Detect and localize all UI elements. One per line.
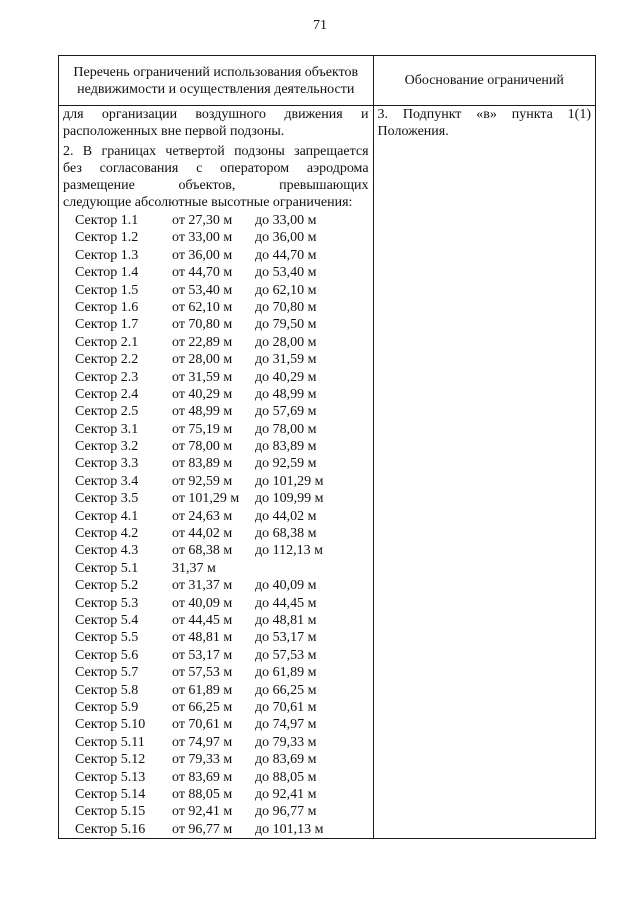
sector-name: Сектор 5.6 xyxy=(75,647,139,663)
sector-to: до 70,61 м xyxy=(255,699,317,715)
sector-row xyxy=(75,803,369,820)
sector-from: от 28,00 м xyxy=(172,352,233,368)
sector-from: от 24,63 м xyxy=(172,508,233,524)
sector-name: Сектор 2.1 xyxy=(75,334,139,350)
sector-name: Сектор 1.4 xyxy=(75,265,139,281)
sector-to: до 79,33 м xyxy=(255,734,317,750)
sector-to: до 92,59 м xyxy=(255,456,317,472)
sector-from: от 101,29 м xyxy=(172,491,240,507)
sector-to: до 101,13 м xyxy=(255,821,324,837)
sector-to: до 92,41 м xyxy=(255,786,317,802)
sector-from: от 57,53 м xyxy=(172,665,233,681)
sector-from: от 40,09 м xyxy=(172,595,233,611)
sector-row xyxy=(75,438,369,455)
sector-to: до 61,89 м xyxy=(255,665,317,681)
sector-list xyxy=(75,212,369,838)
sector-name: Сектор 1.1 xyxy=(75,213,139,228)
sector-row xyxy=(75,386,369,403)
sector-to: до 53,17 м xyxy=(255,630,317,646)
sector-name: Сектор 2.2 xyxy=(75,352,139,368)
continuation-line: расположенных вне первой подзоны. xyxy=(63,124,285,139)
sector-name: Сектор 4.3 xyxy=(75,543,139,559)
restrictions-table xyxy=(58,55,596,839)
sector-to: до 40,29 м xyxy=(255,369,317,385)
sector-row xyxy=(75,473,369,490)
sector-row xyxy=(75,664,369,681)
sector-from: от 53,17 м xyxy=(172,647,233,663)
sector-name: Сектор 3.5 xyxy=(75,491,139,507)
sector-name: Сектор 5.13 xyxy=(75,769,146,785)
sector-to: до 78,00 м xyxy=(255,421,317,437)
sector-name: Сектор 2.4 xyxy=(75,386,139,402)
sector-row xyxy=(75,629,369,646)
sector-from: от 48,81 м xyxy=(172,630,233,646)
sector-name: Сектор 1.3 xyxy=(75,247,139,263)
sector-name: Сектор 2.5 xyxy=(75,404,139,420)
sector-row xyxy=(75,769,369,786)
item-2-line: следующие абсолютные высотные ограничения: xyxy=(63,195,353,210)
sector-from: от 83,69 м xyxy=(172,769,233,785)
sector-name: Сектор 1.6 xyxy=(75,299,139,315)
sector-to: до 31,59 м xyxy=(255,352,317,368)
sector-name: Сектор 5.14 xyxy=(75,786,146,802)
sector-name: Сектор 3.4 xyxy=(75,473,139,489)
sector-from: от 48,99 м xyxy=(172,404,233,420)
sector-from: от 31,59 м xyxy=(172,369,233,385)
sector-row xyxy=(75,490,369,507)
sector-row xyxy=(75,751,369,768)
sector-from: от 44,45 м xyxy=(172,612,233,628)
sector-row xyxy=(75,229,369,246)
sector-to: до 83,69 м xyxy=(255,752,317,768)
sector-name: Сектор 5.10 xyxy=(75,717,146,733)
sector-from: от 88,05 м xyxy=(172,786,233,802)
sector-to: до 48,81 м xyxy=(255,612,317,628)
sector-to: до 109,99 м xyxy=(255,491,324,507)
sector-from: от 61,89 м xyxy=(172,682,233,698)
sector-from: от 74,97 м xyxy=(172,734,233,750)
sector-name: Сектор 5.8 xyxy=(75,682,139,698)
sector-from: 31,37 м xyxy=(172,560,216,576)
page-number: 71 xyxy=(313,18,327,33)
sector-row xyxy=(75,247,369,264)
sector-to: до 57,53 м xyxy=(255,647,317,663)
basis-cell xyxy=(373,106,595,839)
sector-to: до 112,13 м xyxy=(255,543,323,559)
sector-row xyxy=(75,734,369,751)
sector-name: Сектор 3.1 xyxy=(75,421,139,437)
sector-to: до 33,00 м xyxy=(255,213,317,228)
header-restrictions-list: Перечень ограничений использования объектов недвижимости и осуществления деятельности xyxy=(59,56,374,106)
sector-from: от 92,41 м xyxy=(172,804,233,820)
sector-to: до 68,38 м xyxy=(255,526,317,542)
sector-from: от 70,80 м xyxy=(172,317,233,333)
sector-row xyxy=(75,560,369,577)
sector-row xyxy=(75,299,369,316)
sector-from: от 83,89 м xyxy=(172,456,233,472)
item-2-line: 2. В границах четвертой подзоны запрещается xyxy=(63,144,369,159)
header-basis: Обоснование ограничений xyxy=(373,56,595,106)
restrictions-cell xyxy=(59,106,374,839)
sector-from: от 78,00 м xyxy=(172,439,233,455)
sector-from: от 96,77 м xyxy=(172,821,233,837)
sector-row xyxy=(75,403,369,420)
sector-name: Сектор 5.4 xyxy=(75,612,139,628)
sector-from: от 44,70 м xyxy=(172,265,233,281)
sector-to: до 62,10 м xyxy=(255,282,317,298)
sector-row xyxy=(75,647,369,664)
item-2-line: размещение объектов, превышающих xyxy=(63,178,369,193)
sector-to: до 96,77 м xyxy=(255,804,317,820)
sector-name: Сектор 3.3 xyxy=(75,456,139,472)
sector-row xyxy=(75,421,369,438)
sector-row xyxy=(75,316,369,333)
sector-name: Сектор 2.3 xyxy=(75,369,139,385)
sector-from: от 70,61 м xyxy=(172,717,233,733)
sector-to: до 66,25 м xyxy=(255,682,317,698)
sector-row xyxy=(75,351,369,368)
sector-name: Сектор 5.7 xyxy=(75,665,139,681)
sector-name: Сектор 1.7 xyxy=(75,317,139,333)
sector-name: Сектор 1.2 xyxy=(75,230,139,246)
sector-to: до 57,69 м xyxy=(255,404,317,420)
sector-to: до 79,50 м xyxy=(255,317,317,333)
sector-to: до 44,45 м xyxy=(255,595,317,611)
sector-row xyxy=(75,716,369,733)
sector-name: Сектор 3.2 xyxy=(75,439,139,455)
sector-from: от 40,29 м xyxy=(172,386,233,402)
sector-to: до 83,89 м xyxy=(255,439,317,455)
sector-to: до 40,09 м xyxy=(255,578,317,594)
sector-from: от 33,00 м xyxy=(172,230,233,246)
sector-from: от 36,00 м xyxy=(172,247,233,263)
basis-line: 3. Подпункт «в» пункта 1(1) xyxy=(377,107,591,122)
sector-to: до 36,00 м xyxy=(255,230,317,246)
sector-to: до 48,99 м xyxy=(255,386,317,402)
table-row xyxy=(59,106,596,839)
sector-to: до 44,70 м xyxy=(255,247,317,263)
sector-to: до 28,00 м xyxy=(255,334,317,350)
sector-name: Сектор 5.5 xyxy=(75,630,139,646)
continuation-line: для организации воздушного движения и xyxy=(63,107,369,122)
sector-from: от 66,25 м xyxy=(172,699,233,715)
sector-from: от 31,37 м xyxy=(172,578,233,594)
sector-name: Сектор 5.3 xyxy=(75,595,139,611)
sector-row xyxy=(75,508,369,525)
sector-row xyxy=(75,786,369,803)
sector-name: Сектор 5.11 xyxy=(75,734,145,750)
item-2-line: без согласования с оператором аэродрома xyxy=(63,161,369,176)
table-header-row xyxy=(59,56,596,106)
sector-name: Сектор 1.5 xyxy=(75,282,139,298)
sector-row xyxy=(75,264,369,281)
sector-name: Сектор 5.12 xyxy=(75,752,146,768)
sector-row xyxy=(75,699,369,716)
sector-name: Сектор 4.1 xyxy=(75,508,139,524)
sector-from: от 75,19 м xyxy=(172,421,233,437)
sector-from: от 44,02 м xyxy=(172,526,233,542)
sector-name: Сектор 4.2 xyxy=(75,526,139,542)
sector-to: до 74,97 м xyxy=(255,717,317,733)
sector-row xyxy=(75,525,369,542)
sector-name: Сектор 5.2 xyxy=(75,578,139,594)
sector-row xyxy=(75,542,369,559)
sector-row xyxy=(75,577,369,594)
sector-name: Сектор 5.16 xyxy=(75,821,146,837)
sector-row xyxy=(75,369,369,386)
sector-from: от 79,33 м xyxy=(172,752,233,768)
sector-row xyxy=(75,595,369,612)
sector-name: Сектор 5.1 xyxy=(75,560,139,576)
sector-name: Сектор 5.15 xyxy=(75,804,146,820)
sector-row xyxy=(75,821,369,838)
sector-row xyxy=(75,455,369,472)
sector-row xyxy=(75,282,369,299)
sector-to: до 101,29 м xyxy=(255,473,324,489)
sector-to: до 44,02 м xyxy=(255,508,317,524)
sector-from: от 92,59 м xyxy=(172,473,233,489)
sector-from: от 53,40 м xyxy=(172,282,233,298)
sector-to: до 70,80 м xyxy=(255,299,317,315)
sector-row xyxy=(75,682,369,699)
basis-line: Положения. xyxy=(377,124,449,139)
sector-to: до 88,05 м xyxy=(255,769,317,785)
sector-row xyxy=(75,334,369,351)
sector-from: от 27,30 м xyxy=(172,213,233,228)
sector-to: до 53,40 м xyxy=(255,265,317,281)
sector-row xyxy=(75,612,369,629)
sector-from: от 22,89 м xyxy=(172,334,233,350)
sector-from: от 68,38 м xyxy=(172,543,233,559)
sector-name: Сектор 5.9 xyxy=(75,699,139,715)
item-2-paragraph xyxy=(63,143,369,211)
sector-row xyxy=(75,212,369,229)
sector-from: от 62,10 м xyxy=(172,299,233,315)
